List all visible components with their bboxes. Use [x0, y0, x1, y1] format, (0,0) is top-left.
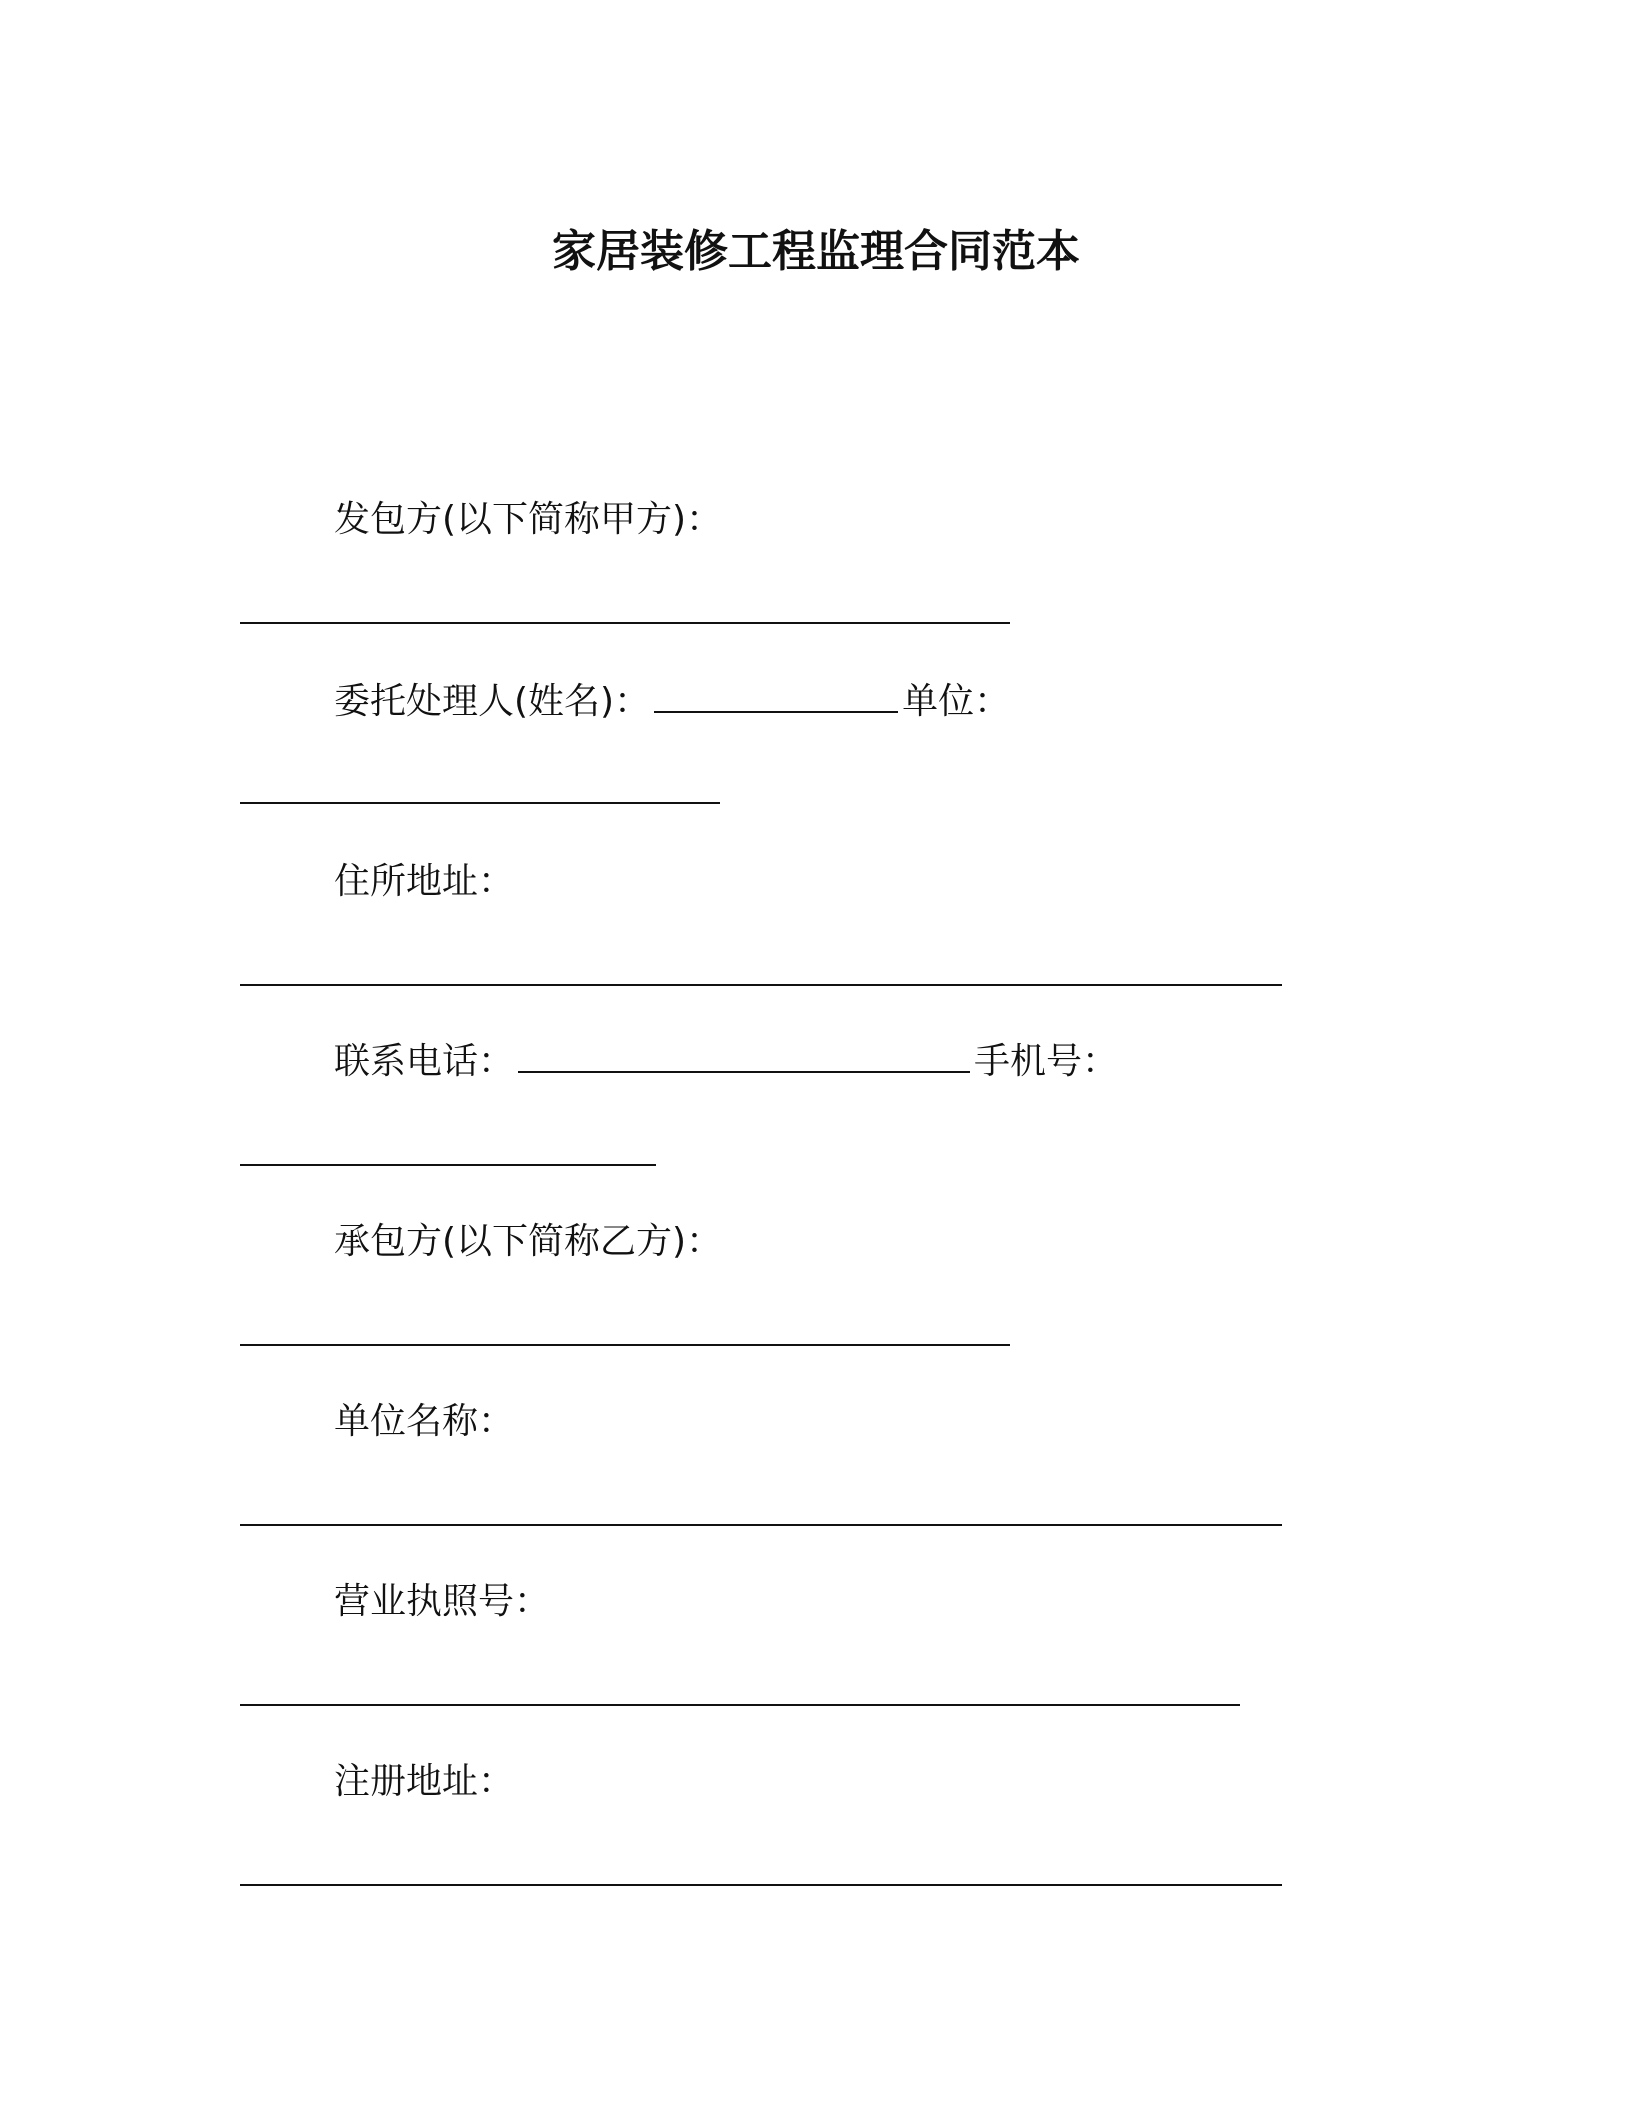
address-text: 住所地址： [334, 861, 515, 902]
business-license-blank-line[interactable] [240, 1704, 1240, 1706]
agent-name-label: 委托处理人(姓名)： [334, 681, 651, 722]
party-a-blank-line[interactable] [240, 622, 1010, 624]
mobile-blank-line[interactable] [240, 1164, 656, 1166]
mobile-label: 手机号： [974, 1041, 1119, 1082]
registered-address-text: 注册地址： [334, 1761, 515, 1802]
agent-name-blank[interactable] [654, 711, 898, 713]
party-b-blank-line[interactable] [240, 1344, 1010, 1346]
party-b-label [334, 1220, 722, 1264]
agent-unit-blank-line[interactable] [240, 802, 720, 804]
document-title: 家居装修工程监理合同范本 [552, 226, 1080, 277]
address-label [334, 860, 514, 904]
agent-row [334, 680, 1010, 724]
unit-name-text: 单位名称： [334, 1401, 515, 1442]
phone-blank[interactable] [518, 1071, 970, 1073]
unit-name-label [334, 1400, 514, 1444]
address-blank-line[interactable] [240, 984, 1282, 986]
party-a-label [334, 498, 722, 542]
agent-unit-label: 单位： [902, 681, 1011, 722]
business-license-text: 营业执照号： [334, 1581, 551, 1622]
party-a-text: 发包方(以下简称甲方)： [334, 499, 723, 540]
phone-label: 联系电话： [334, 1041, 515, 1082]
registered-address-label [334, 1760, 514, 1804]
party-b-text: 承包方(以下简称乙方)： [334, 1221, 723, 1262]
business-license-label [334, 1580, 550, 1624]
phone-row [334, 1040, 1118, 1084]
unit-name-blank-line[interactable] [240, 1524, 1282, 1526]
registered-address-blank-line[interactable] [240, 1884, 1282, 1886]
